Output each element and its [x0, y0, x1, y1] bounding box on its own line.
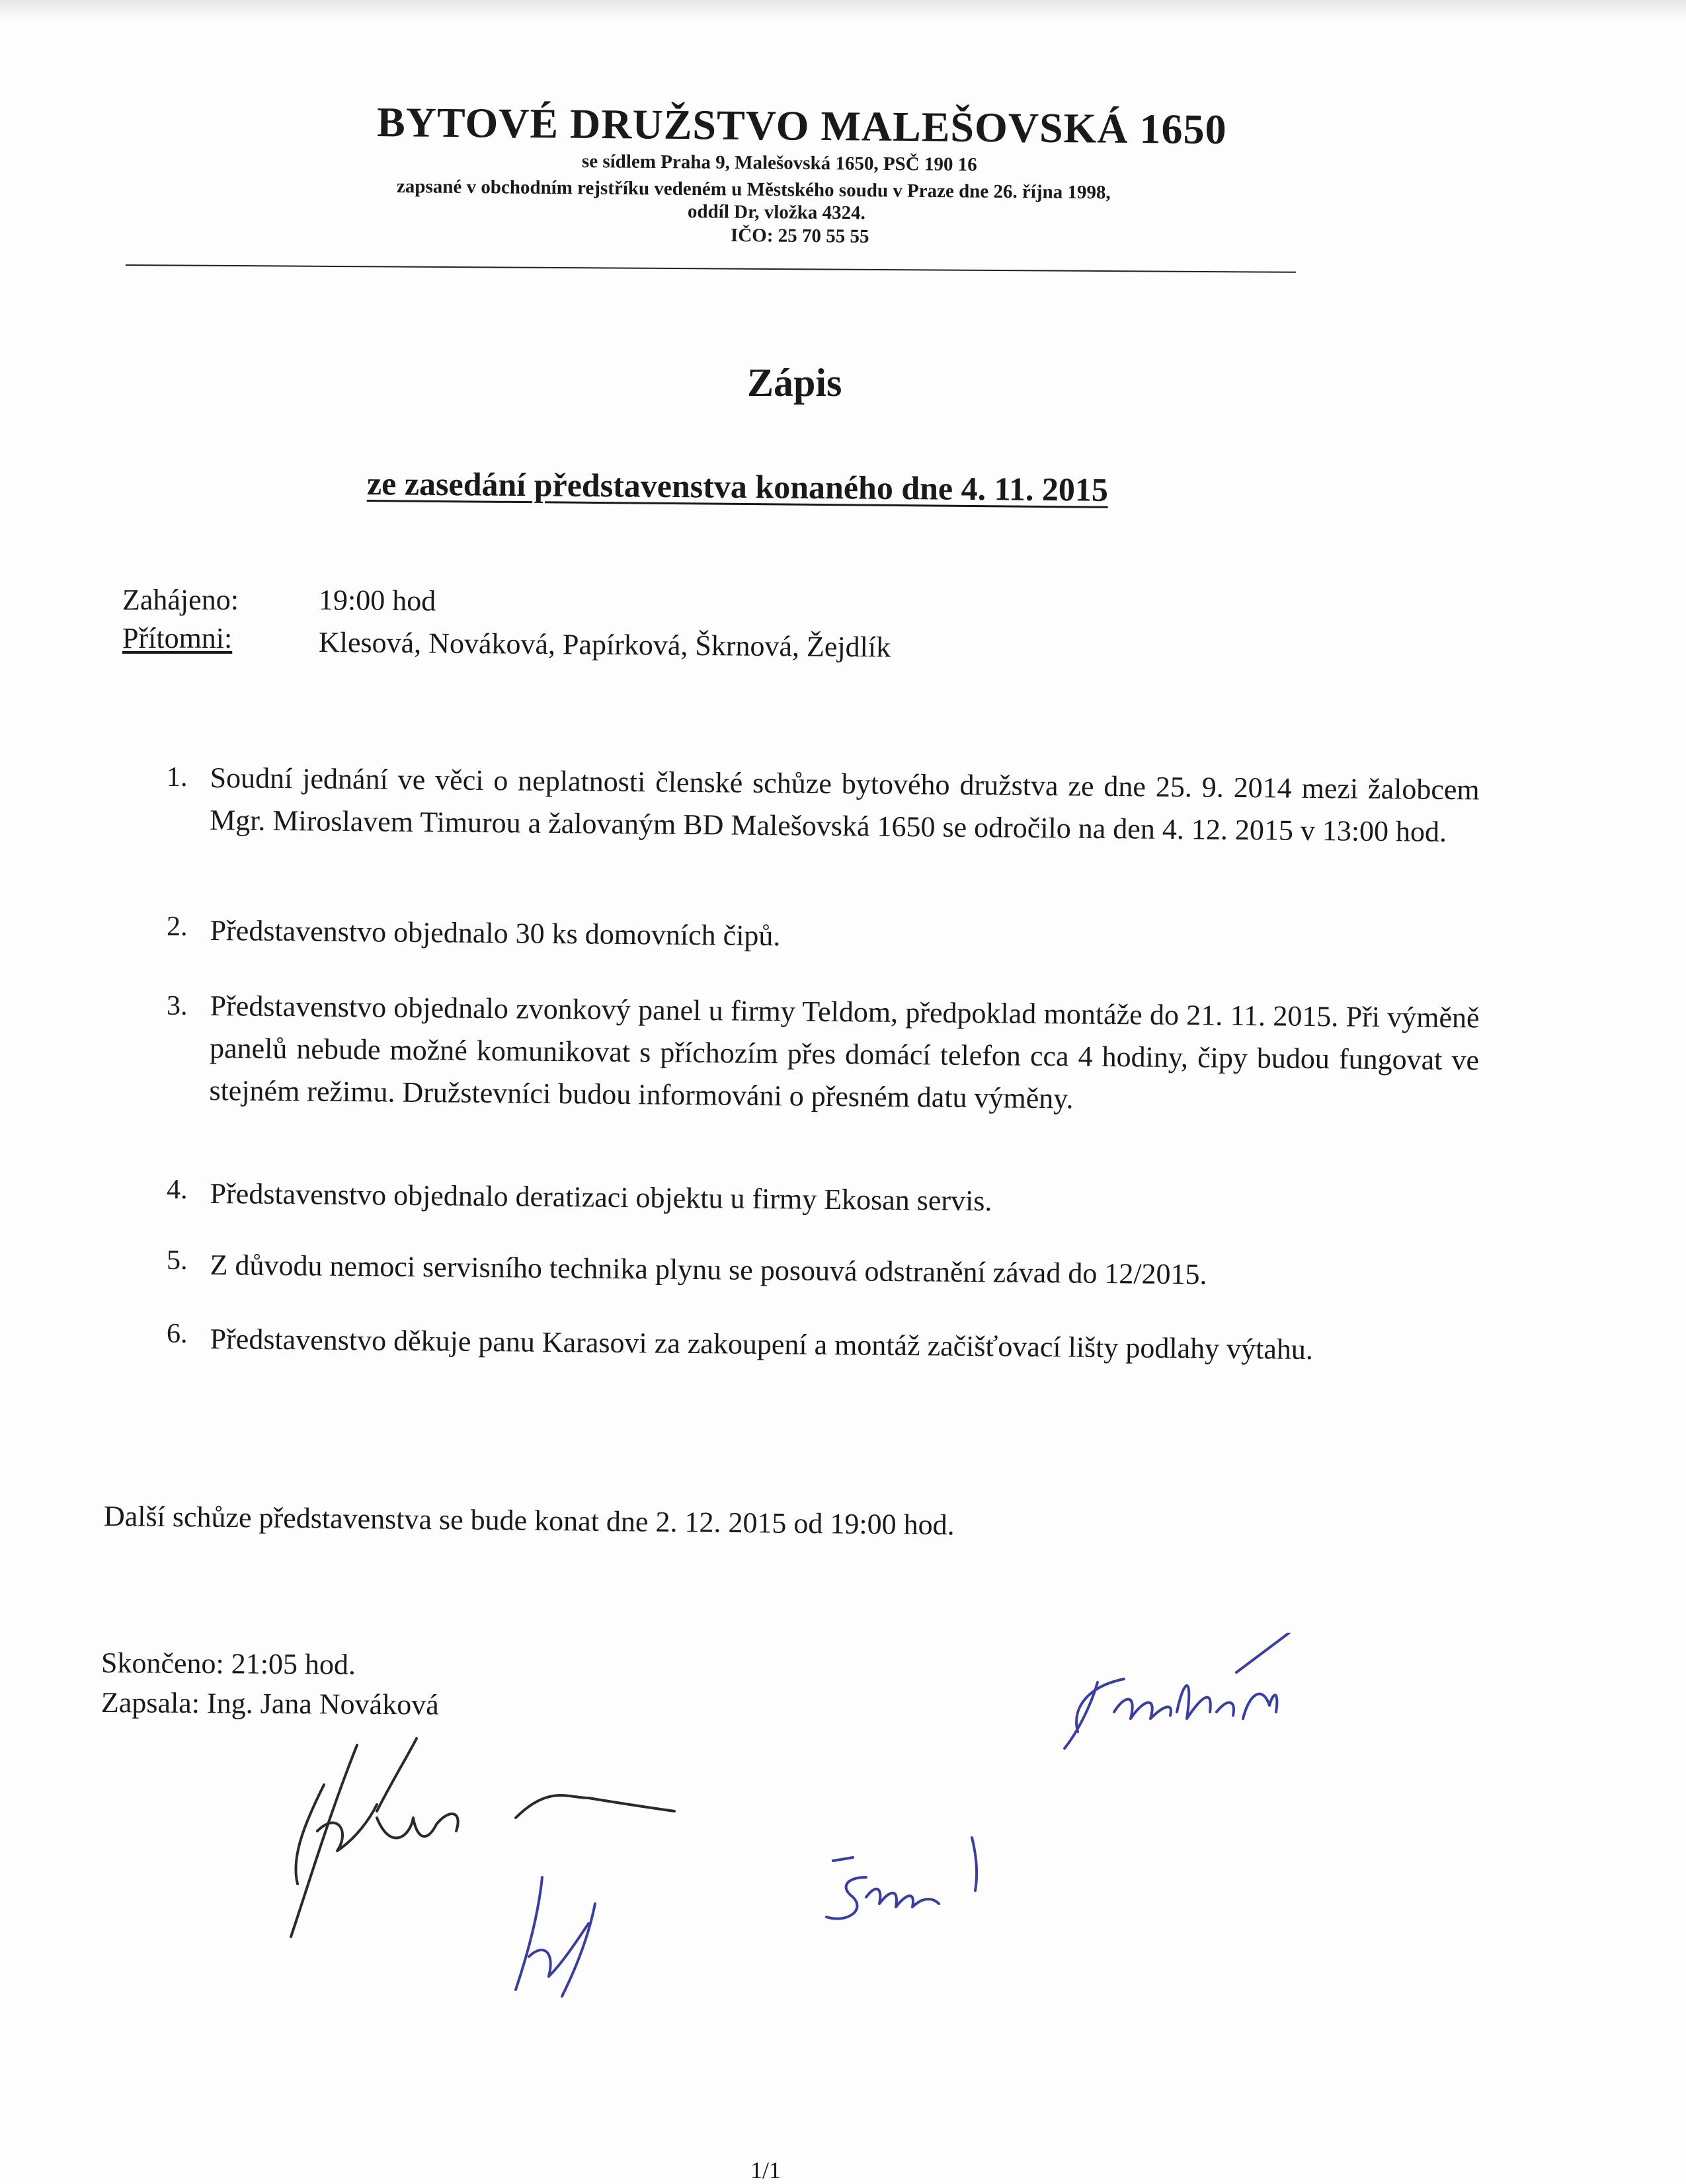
- header-seat: se sídlem Praha 9, Malešovská 1650, PSČ 190 16: [581, 151, 977, 176]
- item-number-1: 1.: [167, 762, 188, 793]
- signature-left: [278, 1732, 688, 1950]
- started-value: 19:00 hod: [318, 584, 436, 617]
- present-value: Klesová, Nováková, Papírková, Škrnová, Žejdlík: [318, 626, 891, 664]
- signature-right: [1051, 1633, 1316, 1765]
- item-number-3: 3.: [167, 991, 188, 1021]
- agenda-item-1: Soudní jednání ve věci o neplatnosti členské schůze bytového družstva ze dne 25. 9. 2014 mezi žalobcem Mgr. Miroslavem Timurou a žalovaným BD Malešovská 1650 se odročilo na den 4. 12. 2015 v 13:00 hod.: [209, 761, 1480, 848]
- document-title: Zápis: [747, 361, 842, 405]
- item-number-4: 4.: [167, 1175, 188, 1205]
- agenda-item-2: Představenstvo objednalo 30 ks domovních čipů.: [210, 914, 781, 953]
- scan-shadow: [0, 0, 1686, 20]
- agenda-item-3: Představenstvo objednalo zvonkový panel u firmy Teldom, předpoklad montáže do 21. 11. 2015. Při výměně panelů nebude možné komunikovat s příchozím přes domácí telefon cca 4 hodiny, čipy budou fungovat ve stejném režimu. Družstevníci budou informováni o přesném datu výměny.: [209, 989, 1480, 1115]
- document-subtitle: ze zasedání představenstva konaného dne 4. 11. 2015: [366, 465, 1109, 508]
- signature-small: [502, 1864, 622, 2009]
- item-number-6: 6.: [167, 1319, 188, 1349]
- header-divider: [126, 264, 1296, 273]
- page-number: 1/1: [750, 2157, 782, 2183]
- started-label: Zahájeno:: [122, 584, 239, 616]
- header-section: oddíl Dr, vložka 4324.: [687, 201, 865, 224]
- organization-name: BYTOVÉ DRUŽSTVO MALEŠOVSKÁ 1650: [376, 98, 1227, 153]
- header-ico: IČO: 25 70 55 55: [730, 225, 869, 247]
- header-registration: zapsané v obchodním rejstříku vedeném u Městského soudu v Praze dne 26. října 1998,: [396, 176, 1111, 204]
- present-label: Přítomni:: [122, 622, 233, 654]
- agenda-item-6: Představenstvo děkuje panu Karasovi za zakoupení a montáž začišťovací lišty podlahy výtahu.: [210, 1322, 1314, 1366]
- next-meeting-note: Další schůze představenstva se bude konat dne 2. 12. 2015 od 19:00 hod.: [103, 1500, 955, 1541]
- agenda-item-5: Z důvodu nemoci servisního technika plynu se posouvá odstranění závad do 12/2015.: [210, 1248, 1207, 1291]
- item-number-2: 2.: [167, 912, 188, 942]
- ended-time: Skončeno: 21:05 hod.: [100, 1647, 356, 1681]
- signature-skrnova: [813, 1824, 1012, 1937]
- recorded-by: Zapsala: Ing. Jana Nováková: [100, 1686, 439, 1721]
- item-number-5: 5.: [167, 1245, 188, 1276]
- agenda-item-4: Představenstvo objednalo deratizaci objektu u firmy Ekosan servis.: [210, 1177, 992, 1218]
